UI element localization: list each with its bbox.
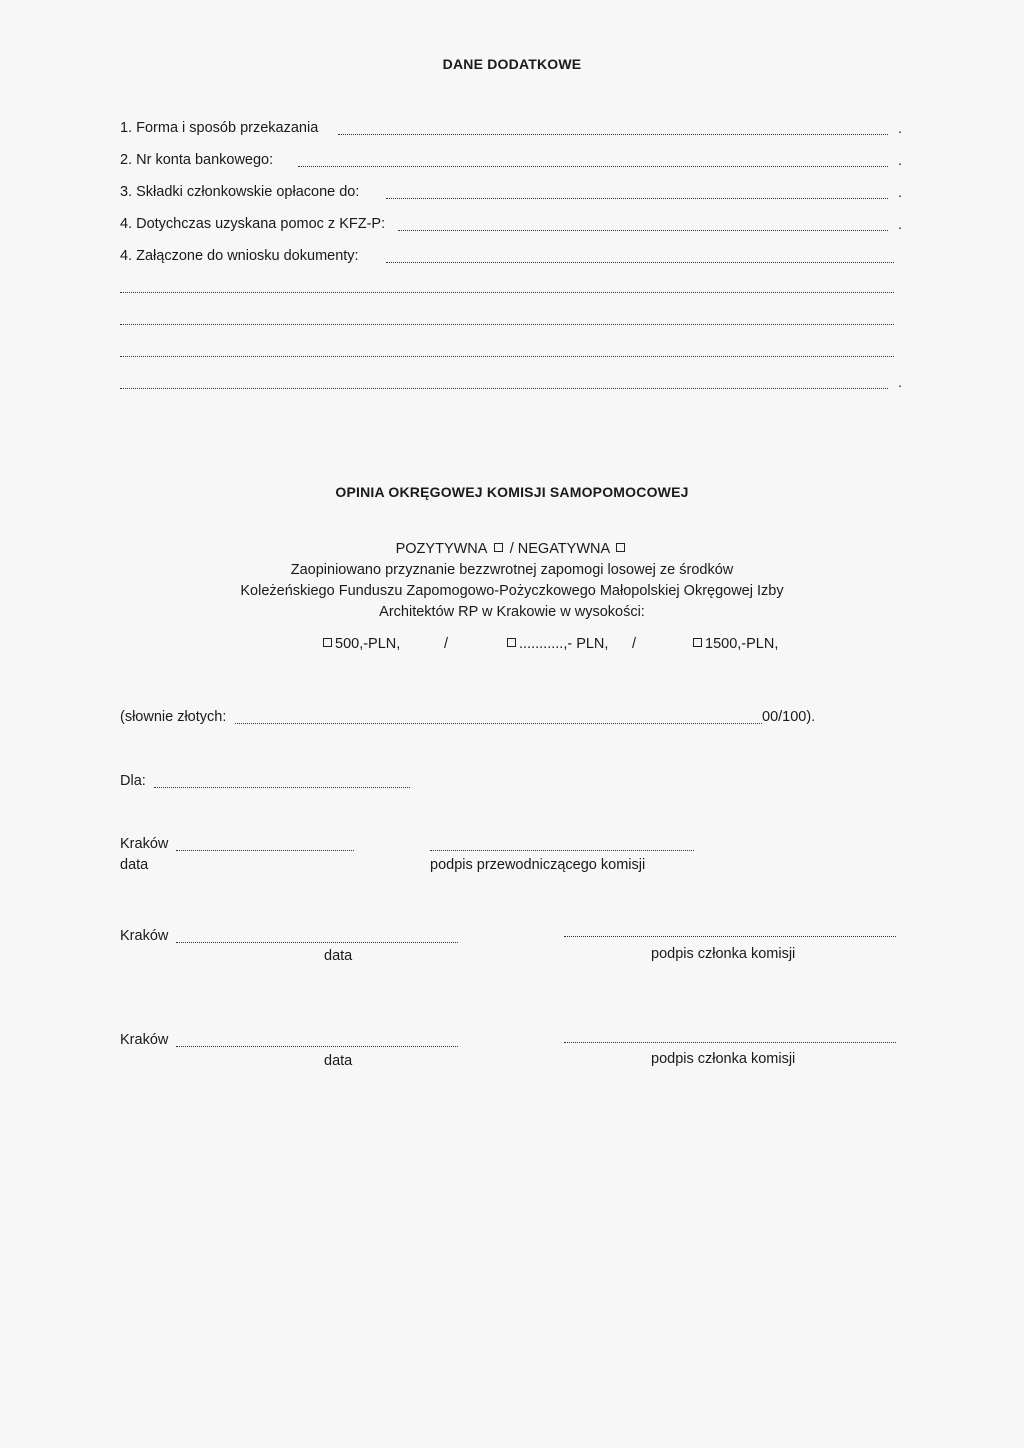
member-signature-label: podpis członka komisji (651, 1051, 796, 1067)
item-pomoc-label: 4. Dotychczas uzyskana pomoc z KFZ-P: (120, 216, 386, 232)
item-forma-field[interactable] (338, 134, 888, 135)
city-label: Kraków (120, 928, 169, 944)
item-pomoc-field[interactable] (398, 230, 888, 231)
end-dot: . (898, 374, 902, 390)
item-dokumenty-label: 4. Załączone do wniosku dokumenty: (120, 248, 359, 264)
amount-500-label: 500,-PLN, (335, 636, 401, 652)
negative-label: NEGATYWNA (517, 541, 610, 557)
positive-label: POZYTYWNA (395, 541, 487, 557)
positive-checkbox[interactable] (494, 543, 503, 552)
city-label: Kraków (120, 1032, 169, 1048)
item-konto-label: 2. Nr konta bankowego: (120, 152, 274, 168)
end-dot: . (898, 216, 902, 232)
item-forma-label: 1. Forma i sposób przekazania (120, 120, 319, 136)
documents-line[interactable] (120, 388, 888, 389)
choice-separator: / (509, 541, 514, 557)
end-dot: . (898, 184, 902, 200)
dla-label: Dla: (120, 773, 146, 789)
date-label: data (120, 857, 149, 873)
amount-custom-checkbox[interactable] (507, 638, 516, 647)
amount-slash: / (444, 636, 449, 652)
body-line: Zaopiniowano przyznanie bezzwrotnej zapomogi losowej ze środków (290, 562, 734, 578)
amount-1500-option (690, 636, 778, 652)
city-label: Kraków (120, 836, 169, 852)
member-signature-label: podpis członka komisji (651, 946, 796, 962)
amount-in-words-field[interactable] (235, 723, 762, 724)
documents-line[interactable] (120, 292, 894, 293)
item-dokumenty-field[interactable] (386, 262, 894, 263)
date-label: data (324, 1053, 353, 1069)
negative-checkbox[interactable] (616, 543, 625, 552)
date-field[interactable] (176, 850, 354, 851)
end-dot: . (898, 152, 902, 168)
amount-500-checkbox[interactable] (323, 638, 332, 647)
dla-field[interactable] (154, 787, 410, 788)
item-skladki-label: 3. Składki członkowskie opłacone do: (120, 184, 360, 200)
amount-1500-checkbox[interactable] (693, 638, 702, 647)
section-title-dane-dodatkowe: DANE DODATKOWE (442, 56, 582, 72)
opinion-choice-row (0, 541, 1024, 557)
words-prefix: (słownie złotych: (120, 709, 227, 725)
documents-line[interactable] (120, 356, 894, 357)
date-field[interactable] (176, 1046, 458, 1047)
member-signature-field[interactable] (564, 936, 896, 937)
item-konto-field[interactable] (298, 166, 888, 167)
words-suffix: 00/100). (762, 709, 816, 725)
end-dot: . (898, 120, 902, 136)
chair-signature-field[interactable] (430, 850, 694, 851)
chair-signature-label: podpis przewodniczącego komisji (430, 857, 646, 873)
amount-500-option (320, 636, 400, 652)
date-field[interactable] (176, 942, 458, 943)
amount-1500-label: 1500,-PLN, (705, 636, 779, 652)
amount-custom-label: ...........,- PLN, (519, 636, 609, 652)
body-line: Koleżeńskiego Funduszu Zapomogowo-Pożyczkowego Małopolskiej Okręgowej Izby (240, 583, 784, 599)
section-title-opinia: OPINIA OKRĘGOWEJ KOMISJI SAMOPOMOCOWEJ (335, 484, 689, 500)
amount-custom-option (504, 636, 608, 652)
date-label: data (324, 948, 353, 964)
body-line: Architektów RP w Krakowie w wysokości: (379, 604, 645, 620)
amount-slash: / (632, 636, 637, 652)
item-skladki-field[interactable] (386, 198, 888, 199)
member-signature-field[interactable] (564, 1042, 896, 1043)
documents-line[interactable] (120, 324, 894, 325)
